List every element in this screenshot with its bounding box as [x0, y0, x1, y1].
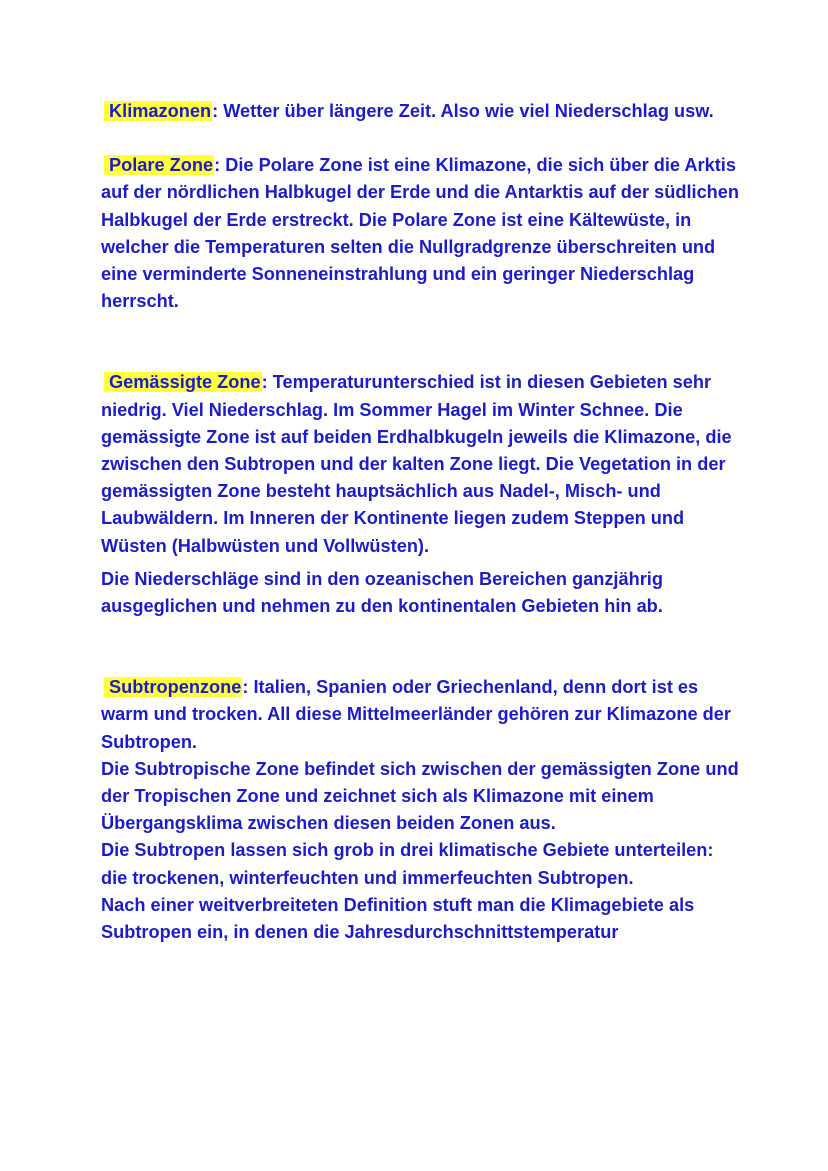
term-label: Subtropenzone [109, 677, 242, 698]
paragraph: Die Subtropische Zone befindet sich zwischen der gemässigten Zone und der Tropischen Zone und zeichnet sich als Klimazone mit einem Übergangsklima zwischen diesen beiden Zonen aus. [101, 758, 739, 834]
paragraph: Subtropenzone: Italien, Spanien oder Griechenland, denn dort ist es warm und trocken. All diese Mittelmeerländer gehören zur Klimazone der Subtropen. [101, 677, 731, 752]
highlighted-term [104, 155, 214, 175]
section-subtropenzone [101, 674, 741, 946]
paragraph: Gemässigte Zone: Temperaturunterschied ist in diesen Gebieten sehr niedrig. Viel Niederschlag. Im Sommer Hagel im Winter Schnee. Die gemässigte Zone ist auf beiden Erdhalbkugeln jeweils die Klimazone, die zwischen den Subtropen und der kalten Zone liegt. Die Vegetation in der gemässigten Zone besteht hauptsächlich aus Nadel-, Misch- und Laubwäldern. Im Inneren der Kontinente liegen zudem Steppen und Wüsten (Halbwüsten und Vollwüsten). [101, 372, 732, 556]
paragraph-text: Italien, Spanien oder Griechenland, denn dort ist es warm und trocken. All diese Mittelmeerländer gehören zur Klimazone der Subtropen. [101, 677, 731, 752]
highlighted-term [104, 101, 212, 121]
document-page [101, 98, 741, 946]
paragraph: Polare Zone: Die Polare Zone ist eine Klimazone, die sich über die Arktis auf der nördlichen Halbkugel der Erde und die Antarktis auf der südlichen Halbkugel der Erde erstreckt. Die Polare Zone ist eine Kältewüste, in welcher die Temperaturen selten die Nullgradgrenze überschreiten und eine verminderte Sonneneinstrahlung und ein geringer Niederschlag herrscht. [101, 155, 740, 312]
section-klimazonen [101, 98, 741, 125]
paragraph-text: Die Polare Zone ist eine Klimazone, die sich über die Arktis auf der nördlichen Halbkugel der Erde und die Antarktis auf der südlichen Halbkugel der Erde erstreckt. Die Polare Zone ist eine Kältewüste, in welcher die Temperaturen selten die Nullgradgrenze überschreiten und eine verminderte Sonneneinstrahlung und ein geringer Niederschlag herrscht. [101, 155, 740, 312]
paragraph-text: Wetter über längere Zeit. Also wie viel Niederschlag usw. [223, 101, 714, 121]
section-gemaessigte-zone [101, 369, 741, 620]
paragraph: Die Niederschläge sind in den ozeanischen Bereichen ganzjährig ausgeglichen und nehmen zu den kontinentalen Gebieten hin ab. [101, 568, 663, 617]
paragraph: Nach einer weitverbreiteten Definition stuft man die Klimagebiete als Subtropen ein, in denen die Jahresdurchschnittstemperatur [101, 894, 695, 943]
section-polare-zone [101, 152, 741, 315]
paragraph: Die Subtropen lassen sich grob in drei klimatische Gebiete unterteilen: die trockenen, winterfeuchten und immerfeuchten Subtropen. [101, 840, 714, 888]
highlighted-term [104, 677, 242, 697]
paragraph: Klimazonen: Wetter über längere Zeit. Also wie viel Niederschlag usw. [101, 98, 741, 125]
term-label: Polare Zone [109, 155, 214, 176]
term-label: Gemässigte Zone [109, 372, 261, 393]
term-label: Klimazonen [109, 101, 212, 121]
highlighted-term [104, 372, 262, 392]
paragraph-text: Temperaturunterschied ist in diesen Gebieten sehr niedrig. Viel Niederschlag. Im Sommer Hagel im Winter Schnee. Die gemässigte Zone ist auf beiden Erdhalbkugeln jeweils die Klimazone, die zwischen den Subtropen und der kalten Zone liegt. Die Vegetation in der gemässigten Zone besteht hauptsächlich aus Nadel-, Misch- und Laubwäldern. Im Inneren der Kontinente liegen zudem Steppen und Wüsten (Halbwüsten und Vollwüsten). [101, 372, 732, 556]
